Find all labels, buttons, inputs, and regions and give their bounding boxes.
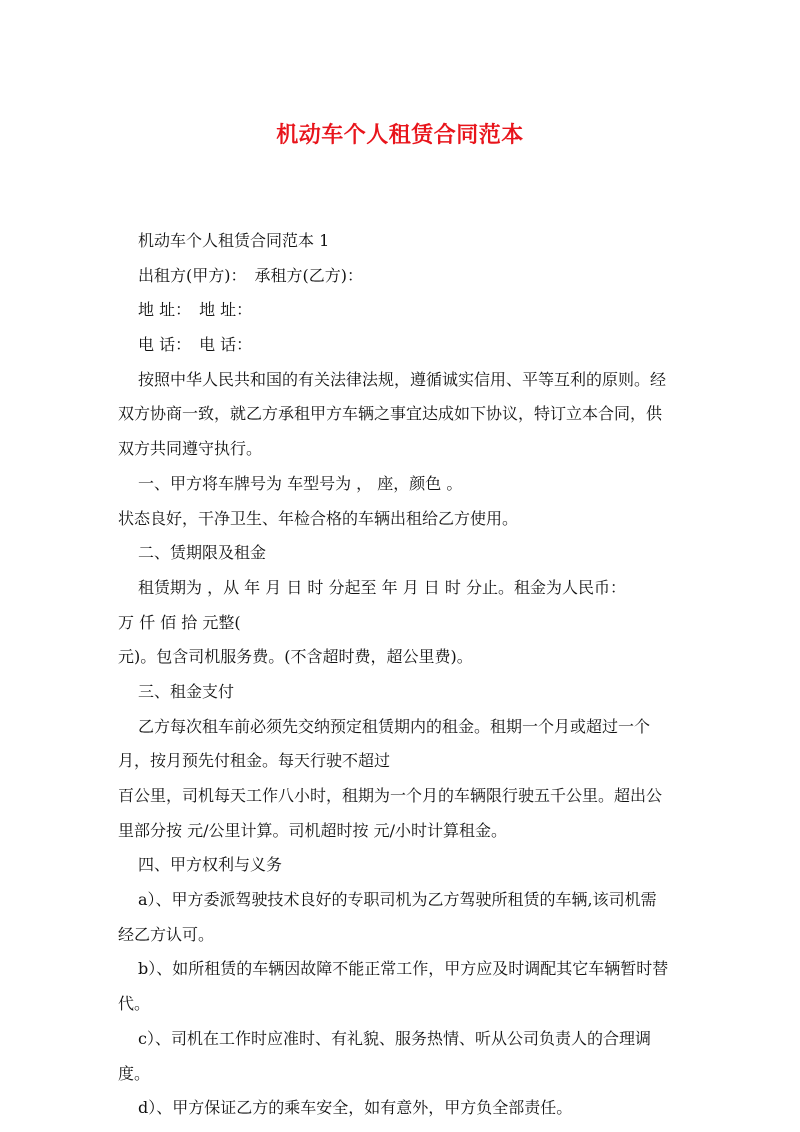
text-line-intro: 机动车个人租赁合同范本 1	[138, 231, 330, 250]
section-heading-3: 三、租金支付	[138, 681, 235, 701]
text-line: 双方共同遵守执行。	[118, 439, 263, 459]
document-body	[118, 224, 678, 1126]
text-line: 按照中华人民共和国的有关法律法规，遵循诚实信用、平等互利的原则。经	[138, 369, 667, 389]
clause-3-line: 乙方每次租车前必须先交纳预定租赁期内的租金。租期一个月或超过一个	[138, 716, 651, 736]
clause-4b-line: b）、如所租赁的车辆因故障不能正常工作，甲方应及时调配其它车辆暂时替	[138, 959, 669, 979]
text-line-parties: 出租方(甲方)： 承租方(乙方)：	[138, 265, 363, 285]
clause-4c-line: 度。	[118, 1063, 151, 1083]
clause-3-line: 百公里，司机每天工作八小时，租期为一个月的车辆限行驶五千公里。超出公	[118, 786, 663, 805]
clause-4d-line: d）、甲方保证乙方的乘车安全，如有意外，甲方负全部责任。	[138, 1098, 573, 1118]
text-line-phone: 电 话： 电 话：	[138, 335, 253, 355]
clause-4c-line: c）、司机在工作时应准时、有礼貌、服务热情、听从公司负责人的合理调	[138, 1028, 651, 1048]
clause-2-line: 万 仟 佰 拾 元整(	[118, 612, 241, 632]
text-line-address: 地 址： 地 址：	[138, 300, 253, 320]
clause-1-line: 状态良好，干净卫生、年检合格的车辆出租给乙方使用。	[118, 508, 519, 528]
clause-2-line: 租赁期为 ，从 年 月 日 时 分起至 年 月 日 时 分止。租金为人民币：	[138, 577, 626, 597]
section-heading-2: 二、赁期限及租金	[138, 543, 267, 563]
clause-3-line: 月，按月预先付租金。每天行驶不超过	[118, 751, 391, 771]
clause-3-line: 里部分按 元/公里计算。司机超时按 元/小时计算租金。	[118, 820, 507, 840]
clause-1-line: 一、甲方将车牌号为 车型号为 ， 座，颜色 。	[138, 473, 463, 493]
document-title: 机动车个人租赁合同范本	[276, 122, 524, 148]
clause-4b-line: 代。	[118, 994, 151, 1014]
section-heading-4: 四、甲方权利与义务	[138, 855, 283, 875]
clause-2-line: 元)。包含司机服务费。(不含超时费，超公里费)。	[118, 647, 473, 667]
clause-4a-line: a）、甲方委派驾驶技术良好的专职司机为乙方驾驶所租赁的车辆,该司机需	[138, 890, 657, 910]
text-line: 双方协商一致，就乙方承租甲方车辆之事宜达成如下协议，特订立本合同，供	[118, 404, 663, 424]
clause-4a-line: 经乙方认可。	[118, 924, 215, 944]
